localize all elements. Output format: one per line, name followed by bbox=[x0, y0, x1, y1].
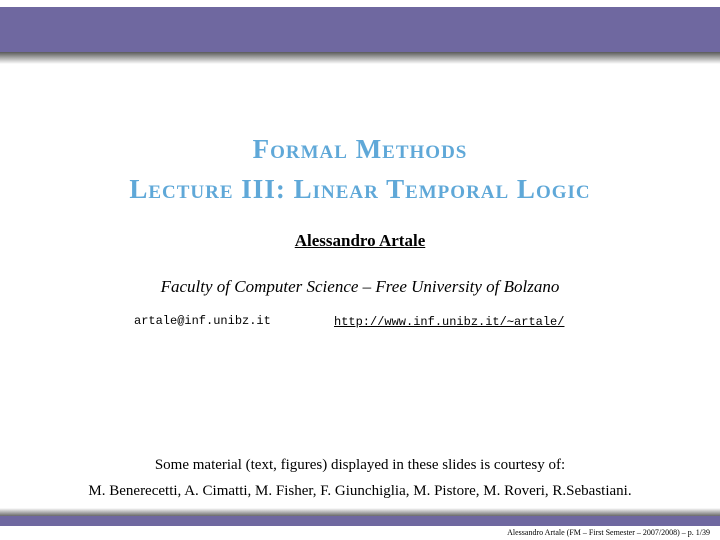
slide-title-line-2: Lecture III: Linear Temporal Logic bbox=[129, 174, 591, 204]
slide-title-line-1: Formal Methods bbox=[252, 134, 468, 164]
footer-text: Alessandro Artale (FM – First Semester – 2007/2008) – p. 1/39 bbox=[507, 528, 710, 537]
footer-bar bbox=[0, 516, 720, 526]
author-email: artale@inf.unibz.it bbox=[134, 314, 271, 328]
author-website-link[interactable]: http://www.inf.unibz.it/∼artale/ bbox=[334, 315, 565, 329]
author-name bbox=[0, 231, 720, 251]
affiliation: Faculty of Computer Science – Free University of Bolzano bbox=[160, 277, 560, 296]
author-name-text: Alessandro Artale bbox=[294, 231, 426, 250]
footer-shadow bbox=[0, 508, 720, 516]
header-bar bbox=[0, 7, 720, 52]
header-shadow bbox=[0, 52, 720, 64]
credit-intro: Some material (text, figures) displayed in these slides is courtesy of: bbox=[154, 457, 566, 473]
credit-names: M. Benerecetti, A. Cimatti, M. Fisher, F. Giunchiglia, M. Pistore, M. Roveri, R.Sebastiani. bbox=[88, 483, 632, 499]
